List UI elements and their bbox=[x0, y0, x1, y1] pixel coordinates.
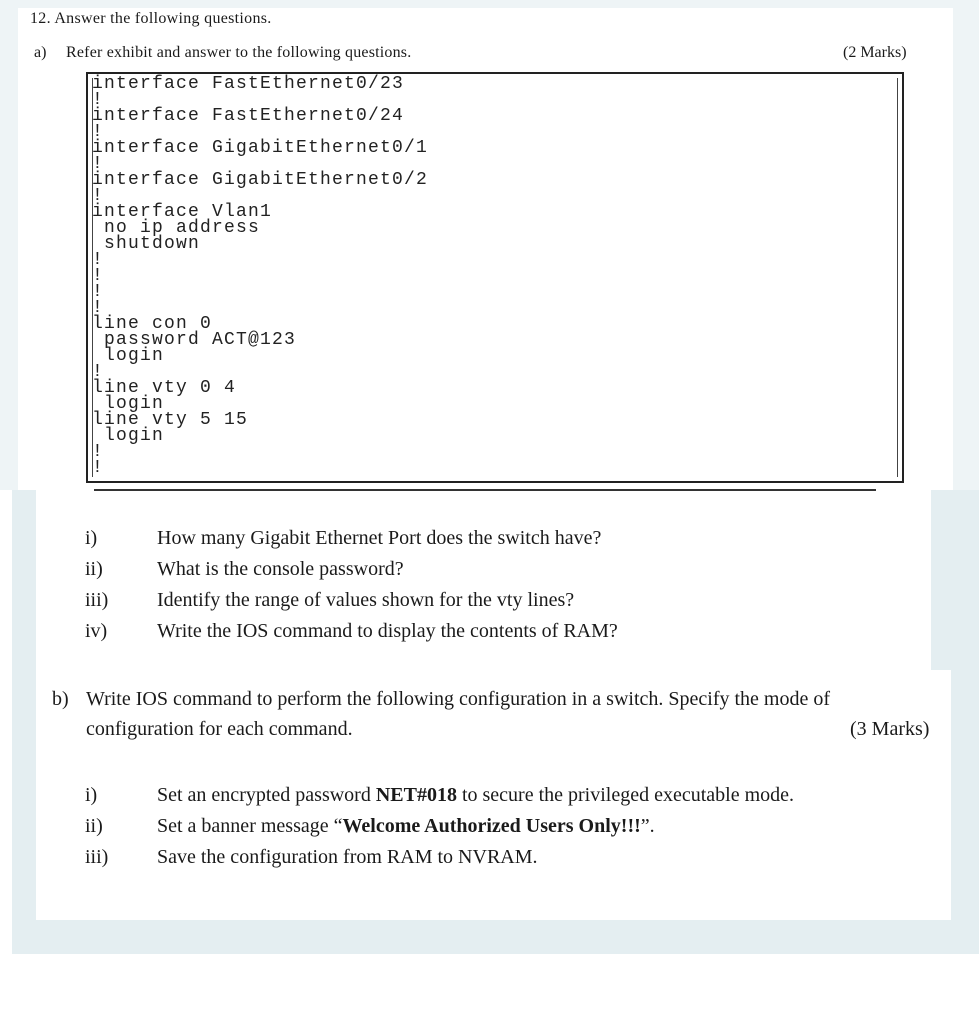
part-b-label: b) bbox=[52, 688, 69, 710]
exhibit-code-line: ! bbox=[92, 154, 105, 174]
item-text-bold: NET#018 bbox=[375, 784, 457, 806]
exhibit-code-line: interface Vlan1 bbox=[92, 202, 273, 222]
exhibit-code-line: interface GigabitEthernet0/1 bbox=[92, 138, 429, 158]
exhibit-code-line: interface FastEthernet0/23 bbox=[92, 74, 405, 94]
item-text: Identify the range of values shown for the vty lines? bbox=[157, 589, 575, 611]
exhibit-code-line: ! bbox=[92, 362, 105, 382]
item-text-pre: Set a banner message “ bbox=[157, 815, 343, 837]
part-b-instruction-line2: configuration for each command. bbox=[86, 718, 353, 740]
item-text-post: ”. bbox=[640, 815, 655, 837]
exhibit-code-line: no ip address bbox=[92, 218, 261, 238]
exhibit-code-line: ! bbox=[92, 250, 105, 270]
exhibit-code-line: ! bbox=[92, 266, 105, 286]
item-number: ii) bbox=[85, 558, 103, 580]
part-b-instruction-line1: Write IOS command to perform the following configuration in a switch. Specify the mode of bbox=[86, 688, 831, 710]
item-number: iii) bbox=[85, 846, 109, 868]
exhibit-code-line: interface GigabitEthernet0/2 bbox=[92, 170, 429, 190]
item-text bbox=[157, 784, 794, 807]
part-a-label: a) bbox=[34, 44, 47, 61]
exhibit-code-line: ! bbox=[92, 282, 105, 302]
item-text-pre: Save the configuration from RAM to NVRAM. bbox=[157, 846, 538, 868]
item-text: What is the console password? bbox=[157, 558, 404, 580]
exhibit-underline bbox=[94, 489, 876, 491]
item-text-pre: Set an encrypted password bbox=[157, 784, 376, 806]
item-text: Write the IOS command to display the contents of RAM? bbox=[157, 620, 618, 642]
item-number: ii) bbox=[85, 815, 103, 837]
exhibit-code-line: shutdown bbox=[92, 234, 201, 254]
item-number: iii) bbox=[85, 589, 109, 611]
exhibit-code-line: ! bbox=[92, 90, 105, 110]
exhibit-config-code bbox=[92, 76, 428, 476]
exhibit-code-line: ! bbox=[92, 442, 105, 462]
exhibit-code-line: ! bbox=[92, 458, 105, 478]
exhibit-code-line: password ACT@123 bbox=[92, 330, 297, 350]
exhibit-code-line: interface FastEthernet0/24 bbox=[92, 106, 405, 126]
item-text-post: to secure the privileged executable mode. bbox=[456, 784, 795, 806]
exhibit-code-line: line con 0 bbox=[92, 314, 213, 334]
part-a-marks: (2 Marks) bbox=[843, 44, 907, 61]
item-text-bold: Welcome Authorized Users Only!!! bbox=[342, 815, 641, 837]
exhibit-code-line: ! bbox=[92, 298, 105, 318]
exhibit-code-line: line vty 0 4 bbox=[92, 378, 237, 398]
exhibit-code-line: login bbox=[92, 394, 165, 414]
exhibit-code-line: ! bbox=[92, 122, 105, 142]
item-text bbox=[157, 815, 655, 838]
part-b-marks: (3 Marks) bbox=[850, 718, 930, 740]
item-text bbox=[157, 846, 538, 869]
paper-sheet-edge bbox=[931, 670, 951, 920]
question-heading: 12. Answer the following questions. bbox=[30, 10, 272, 27]
item-text: How many Gigabit Ethernet Port does the switch have? bbox=[157, 527, 602, 549]
exhibit-code-line: login bbox=[92, 426, 165, 446]
exhibit-code-line: line vty 5 15 bbox=[92, 410, 249, 430]
part-a-instruction: Refer exhibit and answer to the following questions. bbox=[66, 44, 412, 61]
item-number: i) bbox=[85, 784, 98, 806]
exhibit-code-line: login bbox=[92, 346, 165, 366]
item-number: iv) bbox=[85, 620, 108, 642]
item-number: i) bbox=[85, 527, 98, 549]
exhibit-code-line: ! bbox=[92, 186, 105, 206]
